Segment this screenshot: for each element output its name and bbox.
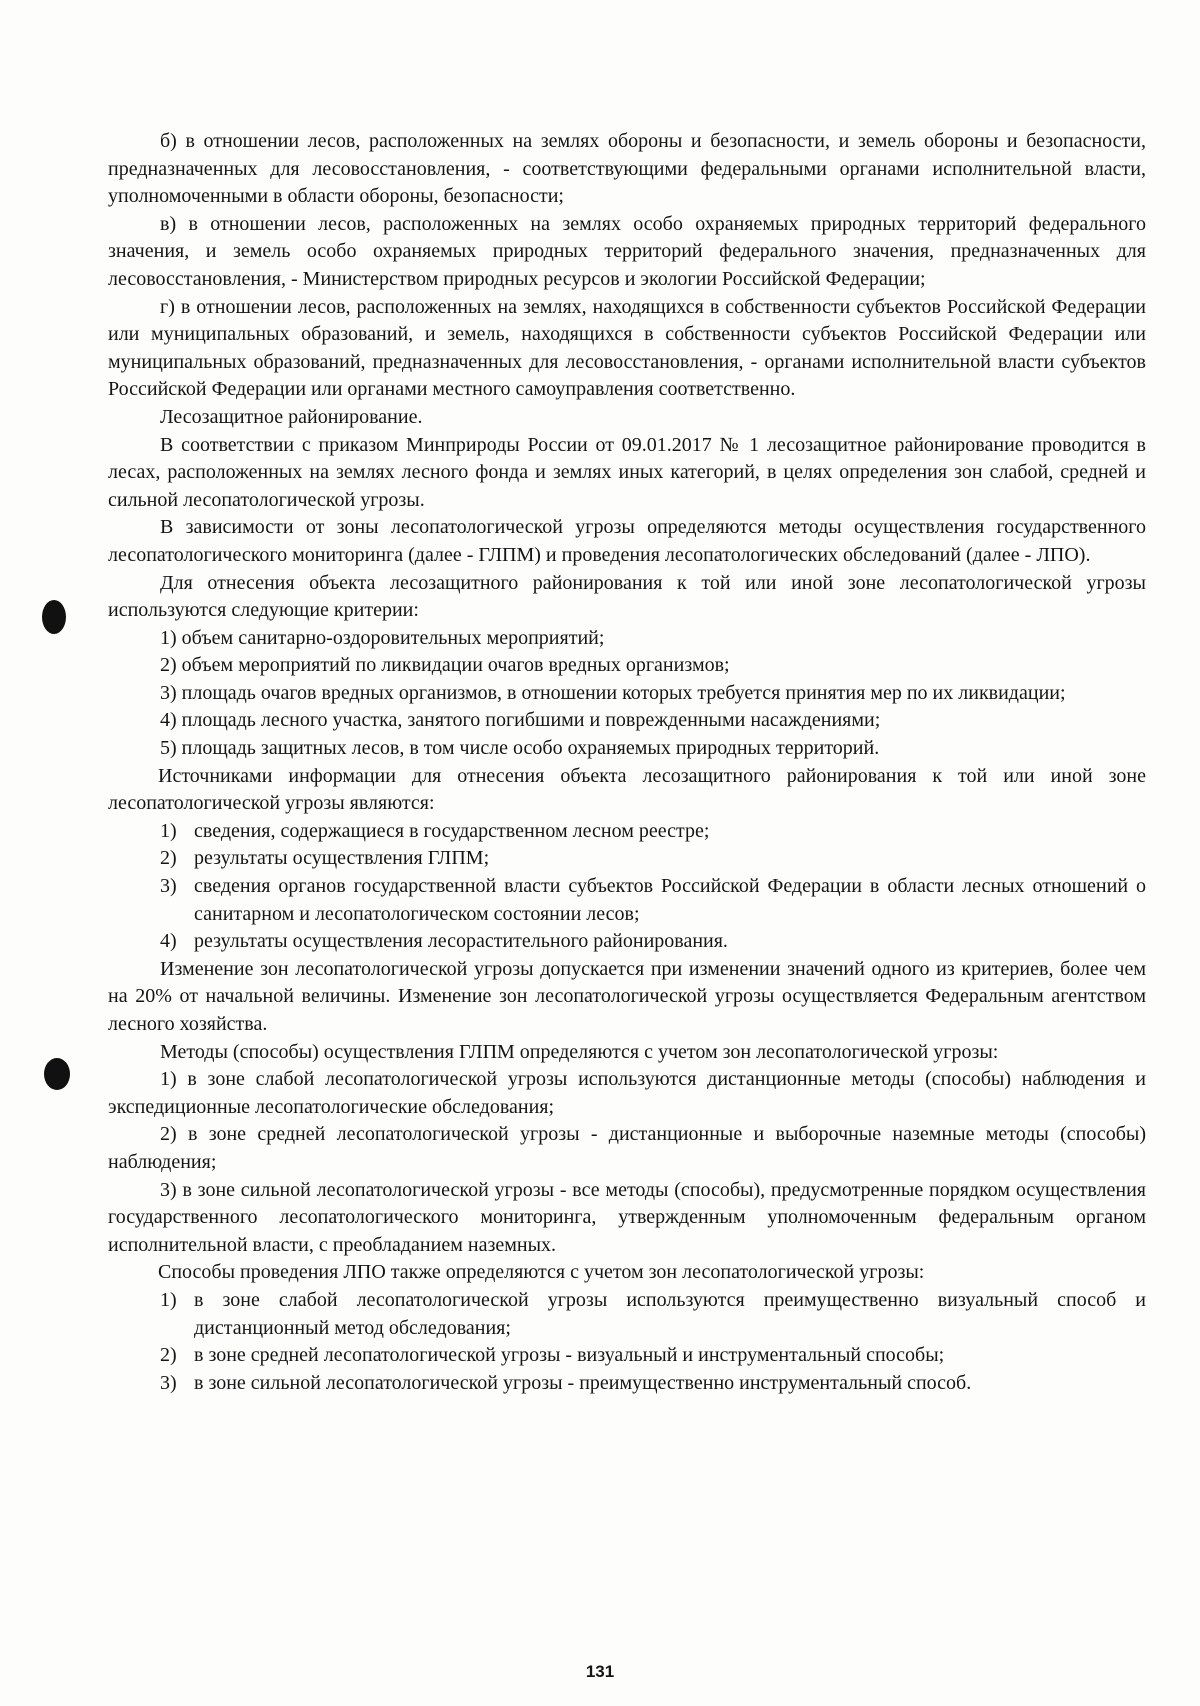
section-heading: Лесозащитное районирование. (160, 405, 423, 428)
criteria-item: 5) площадь защитных лесов, в том числе особо охраняемых природных территорий. (160, 737, 880, 760)
list-item (108, 1342, 1146, 1370)
page-number: 131 (585, 1662, 615, 1681)
list-text: в зоне сильной лесопатологической угрозы - преимущественно инструментальный способ. (194, 1371, 972, 1394)
criteria-item: 3) площадь очагов вредных организмов, в отношении которых требуется принятия мер по их ликвидации; (160, 681, 1066, 704)
list-text: в зоне слабой лесопатологической угрозы используются преимущественно визуальный способ и дистанционный метод обследования; (194, 1288, 1146, 1339)
list-number: 1) (160, 1288, 177, 1311)
list-number: 2) (160, 1344, 177, 1367)
list-item (108, 1287, 1146, 1342)
paragraph: Методы (способы) осуществления ГЛПМ определяются с учетом зон лесопатологической угрозы: (160, 1040, 999, 1063)
paragraph: 2) в зоне средней лесопатологической угрозы - дистанционные и выборочные наземные методы (способы) наблюдения; (108, 1123, 1146, 1173)
list-number: 3) (160, 875, 177, 898)
paragraph: б) в отношении лесов, расположенных на землях обороны и безопасности, и земель обороны и безопасности, предназначенных для лесовосстановления, - соответствующими федеральными органами исполнительной власти, уполномоченными в области обороны, безопасности; (108, 130, 1146, 208)
list-item (108, 845, 1146, 873)
punch-hole-mark (44, 1058, 70, 1090)
paragraph: 1) в зоне слабой лесопатологической угрозы используются дистанционные методы (способы) наблюдения и экспедиционные лесопатологические обследования; (108, 1068, 1146, 1118)
paragraph: Для отнесения объекта лесозащитного районирования к той или иной зоне лесопатологической угрозы используются следующие критерии: (108, 571, 1146, 622)
list-item (108, 928, 1146, 956)
list-number: 2) (160, 847, 177, 870)
paragraph: в) в отношении лесов, расположенных на землях особо охраняемых природных территорий федерального значения, и земель особо охраняемых природных территорий федерального значения, предназначенных для лесовосстановления, - Министерством природных ресурсов и экологии Российской Федерации; (108, 212, 1146, 290)
sources-list (108, 818, 1146, 956)
list-number: 4) (160, 930, 177, 953)
paragraph: Способы проведения ЛПО также определяются с учетом зон лесопатологической угрозы: (158, 1261, 925, 1284)
paragraph: г) в отношении лесов, расположенных на землях, находящихся в собственности субъектов Российской Федерации или муниципальных образований, и земель, находящихся в собственности субъектов Российской Федерации или муниципальных образований, предназначенных для лесовосстановления, - органами исполнительной власти субъектов Российской Федерации или органами местного самоуправления соответственно. (108, 295, 1146, 401)
criteria-item: 2) объем мероприятий по ликвидации очагов вредных организмов; (160, 654, 730, 677)
list-number: 1) (160, 819, 177, 842)
paragraph: В зависимости от зоны лесопатологической угрозы определяются методы осуществления государственного лесопатологического мониторинга (далее - ГЛПМ) и проведения лесопатологических обследований (далее - ЛПО). (108, 516, 1146, 566)
list-item (108, 1370, 1146, 1398)
list-text: сведения органов государственной власти субъектов Российской Федерации в области лесных отношений о санитарном и лесопатологическом состоянии лесов; (194, 875, 1146, 925)
document-body (108, 128, 1146, 1397)
list-item (108, 818, 1146, 846)
paragraph: В соответствии с приказом Минприроды России от 09.01.2017 № 1 лесозащитное районирование проводится в лесах, расположенных на землях лесного фонда и землях иных категорий, в целях определения зон слабой, средней и сильной лесопатологической угрозы. (108, 433, 1146, 511)
list-number: 3) (160, 1371, 177, 1394)
paragraph: Изменение зон лесопатологической угрозы допускается при изменении значений одного из критериев, более чем на 20% от начальной величины. Изменение зон лесопатологической угрозы осуществляется Федеральным агентством лесного хозяйства. (108, 957, 1146, 1035)
list-item (108, 873, 1146, 928)
criteria-item: 1) объем санитарно-оздоровительных мероприятий; (160, 626, 605, 649)
criteria-item: 4) площадь лесного участка, занятого погибшими и поврежденными насаждениями; (160, 709, 881, 732)
paragraph: Источниками информации для отнесения объекта лесозащитного районирования к той или иной зоне лесопатологической угрозы являются: (108, 764, 1146, 815)
methods-list (108, 1287, 1146, 1397)
list-text: результаты осуществления лесорастительного районирования. (194, 930, 728, 953)
punch-hole-mark (42, 600, 66, 634)
list-text: сведения, содержащиеся в государственном лесном реестре; (194, 819, 710, 842)
paragraph: 3) в зоне сильной лесопатологической угрозы - все методы (способы), предусмотренные порядком осуществления государственного лесопатологического мониторинга, утвержденным уполномоченным федеральным органом исполнительной власти, с преобладанием наземных. (108, 1178, 1146, 1256)
list-text: результаты осуществления ГЛПМ; (194, 847, 490, 870)
list-text: в зоне средней лесопатологической угрозы - визуальный и инструментальный способы; (194, 1344, 945, 1367)
